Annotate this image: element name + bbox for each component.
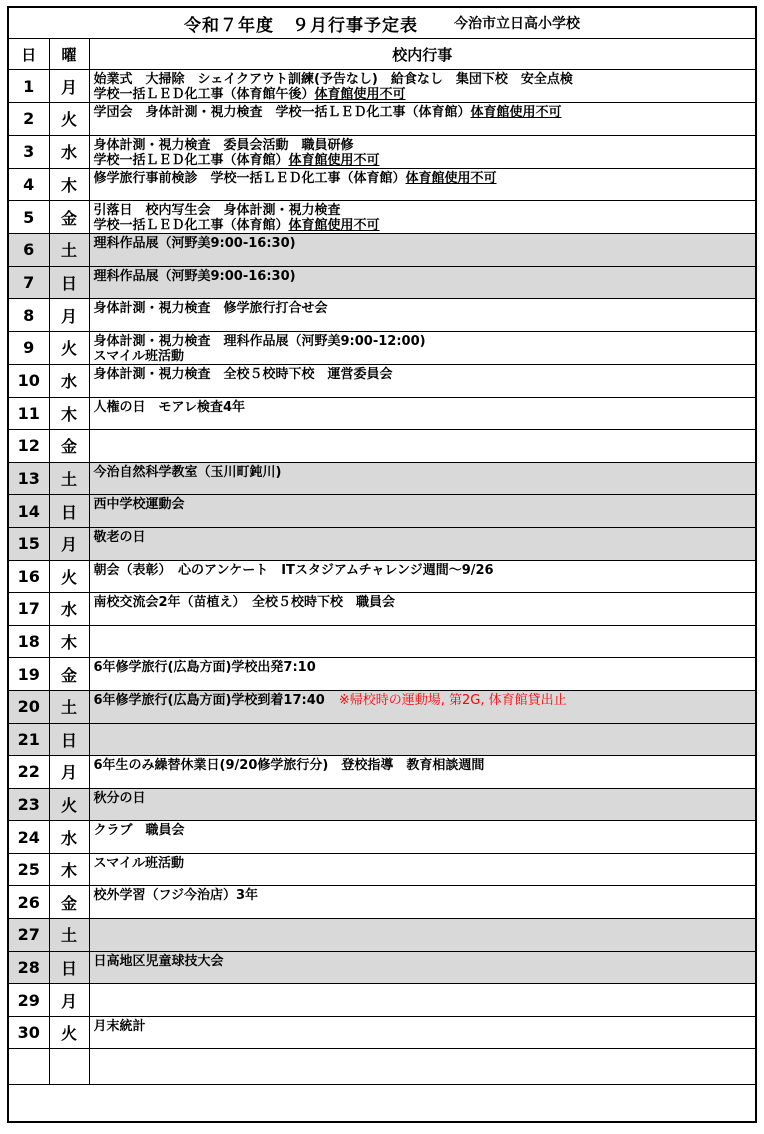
table-row xyxy=(9,984,755,1017)
weekday-cell: 木 xyxy=(49,853,89,886)
event-line xyxy=(94,530,756,545)
table-row xyxy=(9,853,755,886)
day-cell: 29 xyxy=(9,984,49,1017)
event-text: 引落日 校内写生会 身体計測・視力検査 xyxy=(93,203,341,219)
schedule-table xyxy=(9,39,755,1085)
event-text: 身体計測・視力検査 理科作品展（河野美9:00-12:00) xyxy=(93,333,426,349)
event-text: スマイル班活動 xyxy=(93,348,184,364)
day-cell: 24 xyxy=(9,821,49,854)
blank-row xyxy=(9,1049,755,1085)
event-text: 身体計測・視力検査 全校５校時下校 運営委員会 xyxy=(93,366,393,382)
event-line xyxy=(94,87,756,102)
weekday-cell: 土 xyxy=(49,462,89,495)
weekday-cell: 月 xyxy=(49,527,89,560)
column-header-events: 校内行事 xyxy=(89,39,755,70)
event-line xyxy=(94,203,756,218)
table-row xyxy=(9,560,755,593)
event-line xyxy=(94,367,756,382)
blank-events-cell xyxy=(89,1049,755,1085)
events-cell xyxy=(89,135,755,168)
table-row xyxy=(9,886,755,919)
event-line xyxy=(94,400,756,415)
event-line xyxy=(94,465,756,480)
gym-closed-text: 体育館使用不可 xyxy=(470,105,562,120)
event-text: 南校交流会2年（苗植え） 全校５校時下校 職員会 xyxy=(93,595,396,611)
table-row xyxy=(9,527,755,560)
day-cell: 27 xyxy=(9,919,49,952)
events-cell xyxy=(89,690,755,723)
event-line xyxy=(94,856,756,871)
table-row xyxy=(9,234,755,267)
event-text: 学団会 身体計測・視力検査 学校一括ＬＥＤ化工事（体育館） xyxy=(93,105,471,120)
events-cell xyxy=(89,201,755,234)
event-line xyxy=(94,171,756,186)
table-row xyxy=(9,331,755,364)
event-line xyxy=(94,218,756,233)
weekday-cell: 土 xyxy=(49,690,89,723)
title-bar xyxy=(9,8,755,39)
table-row xyxy=(9,168,755,201)
table-row xyxy=(9,462,755,495)
gym-closed-text: 体育館使用不可 xyxy=(288,152,380,168)
table-row xyxy=(9,690,755,723)
events-cell xyxy=(89,168,755,201)
weekday-cell: 月 xyxy=(49,756,89,789)
events-cell xyxy=(89,658,755,691)
event-text: クラブ 職員会 xyxy=(93,823,185,839)
event-text: 身体計測・視力検査 修学旅行打合せ会 xyxy=(93,301,328,317)
day-cell: 10 xyxy=(9,364,49,397)
day-cell: 8 xyxy=(9,299,49,332)
page-title: 令和７年度 ９月行事予定表 xyxy=(184,15,418,36)
events-cell xyxy=(89,299,755,332)
day-cell: 25 xyxy=(9,853,49,886)
table-row xyxy=(9,821,755,854)
events-cell xyxy=(89,984,755,1017)
weekday-cell: 火 xyxy=(49,788,89,821)
events-cell xyxy=(89,788,755,821)
weekday-cell: 水 xyxy=(49,364,89,397)
day-cell: 14 xyxy=(9,495,49,528)
table-row xyxy=(9,364,755,397)
weekday-cell: 金 xyxy=(49,658,89,691)
event-text: 6年修学旅行(広島方面)学校到着17:40 xyxy=(93,692,325,708)
table-row xyxy=(9,397,755,430)
school-name: 今治市立日高小学校 xyxy=(454,16,580,32)
event-text: 学校一括ＬＥＤ化工事（体育館） xyxy=(93,152,289,168)
events-cell xyxy=(89,495,755,528)
weekday-cell: 木 xyxy=(49,397,89,430)
weekday-cell: 火 xyxy=(49,103,89,136)
weekday-cell: 木 xyxy=(49,625,89,658)
weekday-cell: 金 xyxy=(49,430,89,463)
event-line xyxy=(94,888,756,903)
day-cell: 17 xyxy=(9,593,49,626)
weekday-cell: 火 xyxy=(49,331,89,364)
weekday-cell: 月 xyxy=(49,984,89,1017)
table-row xyxy=(9,70,755,103)
events-cell xyxy=(89,951,755,984)
event-text: 6年生のみ繰替休業日(9/20修学旅行分) 登校指導 教育相談週間 xyxy=(93,758,485,774)
table-row xyxy=(9,135,755,168)
event-text: 学校一括ＬＥＤ化工事（体育館） xyxy=(93,218,289,234)
event-text: 修学旅行事前検診 学校一括ＬＥＤ化工事（体育館） xyxy=(93,170,406,186)
weekday-cell: 月 xyxy=(49,299,89,332)
day-cell: 21 xyxy=(9,723,49,756)
weekday-cell: 金 xyxy=(49,886,89,919)
table-row xyxy=(9,788,755,821)
weekday-cell: 日 xyxy=(49,266,89,299)
day-cell: 22 xyxy=(9,756,49,789)
events-cell xyxy=(89,560,755,593)
day-cell: 11 xyxy=(9,397,49,430)
day-cell: 28 xyxy=(9,951,49,984)
table-row xyxy=(9,430,755,463)
day-cell: 9 xyxy=(9,331,49,364)
events-cell xyxy=(89,625,755,658)
events-cell xyxy=(89,886,755,919)
event-line xyxy=(94,153,756,168)
weekday-cell: 土 xyxy=(49,919,89,952)
day-cell: 5 xyxy=(9,201,49,234)
event-line xyxy=(94,138,756,153)
event-text: 理科作品展（河野美9:00-16:30) xyxy=(93,236,296,252)
events-cell xyxy=(89,462,755,495)
event-text: 校外学習（フジ今治店）3年 xyxy=(93,888,259,904)
event-line xyxy=(94,269,756,284)
event-line xyxy=(94,105,756,120)
events-cell xyxy=(89,756,755,789)
day-cell: 23 xyxy=(9,788,49,821)
header-row xyxy=(9,39,755,70)
event-line xyxy=(94,954,756,969)
day-cell: 7 xyxy=(9,266,49,299)
events-cell xyxy=(89,593,755,626)
weekday-cell: 月 xyxy=(49,70,89,103)
blank-day-cell xyxy=(9,1049,49,1085)
events-cell xyxy=(89,331,755,364)
events-cell xyxy=(89,70,755,103)
weekday-cell: 木 xyxy=(49,168,89,201)
day-cell: 30 xyxy=(9,1016,49,1049)
day-cell: 20 xyxy=(9,690,49,723)
event-line xyxy=(94,758,756,773)
events-cell xyxy=(89,527,755,560)
table-row xyxy=(9,299,755,332)
event-text: スマイル班活動 xyxy=(93,855,184,871)
day-cell: 19 xyxy=(9,658,49,691)
table-row xyxy=(9,919,755,952)
weekday-cell: 日 xyxy=(49,495,89,528)
weekday-cell: 水 xyxy=(49,821,89,854)
event-text: 日高地区児童球技大会 xyxy=(93,953,224,969)
weekday-cell: 土 xyxy=(49,234,89,267)
event-text: 秋分の日 xyxy=(93,790,146,806)
table-row xyxy=(9,756,755,789)
table-row xyxy=(9,495,755,528)
event-text: 理科作品展（河野美9:00-16:30) xyxy=(93,268,296,284)
event-text: 月末統計 xyxy=(93,1018,146,1034)
day-cell: 2 xyxy=(9,103,49,136)
event-line xyxy=(94,334,756,349)
weekday-cell: 日 xyxy=(49,951,89,984)
events-cell xyxy=(89,103,755,136)
weekday-cell: 金 xyxy=(49,201,89,234)
column-header-weekday: 曜 xyxy=(49,39,89,70)
day-cell: 16 xyxy=(9,560,49,593)
day-cell: 18 xyxy=(9,625,49,658)
table-row xyxy=(9,593,755,626)
table-row xyxy=(9,951,755,984)
events-cell xyxy=(89,430,755,463)
day-cell: 12 xyxy=(9,430,49,463)
weekday-cell: 火 xyxy=(49,560,89,593)
events-cell xyxy=(89,266,755,299)
event-line xyxy=(94,349,756,364)
events-cell xyxy=(89,919,755,952)
event-line xyxy=(94,693,756,708)
event-text: 朝会（表彰） 心のアンケート ITスタジアムチャレンジ週間～9/26 xyxy=(93,562,494,578)
day-cell: 6 xyxy=(9,234,49,267)
blank-weekday-cell xyxy=(49,1049,89,1085)
gym-closed-text: 体育館使用不可 xyxy=(314,87,406,102)
events-cell xyxy=(89,1016,755,1049)
table-row xyxy=(9,625,755,658)
event-text: 敬老の日 xyxy=(93,529,146,545)
events-cell xyxy=(89,853,755,886)
event-line xyxy=(94,236,756,251)
event-line xyxy=(94,72,756,87)
column-header-day: 日 xyxy=(9,39,49,70)
schedule-sheet xyxy=(7,6,757,1123)
event-line xyxy=(94,660,756,675)
event-line xyxy=(94,595,756,610)
weekday-cell: 火 xyxy=(49,1016,89,1049)
event-line xyxy=(94,301,756,316)
day-cell: 4 xyxy=(9,168,49,201)
weekday-cell: 日 xyxy=(49,723,89,756)
events-cell xyxy=(89,723,755,756)
gym-closed-text: 体育館使用不可 xyxy=(288,218,380,234)
day-cell: 3 xyxy=(9,135,49,168)
table-row xyxy=(9,658,755,691)
event-line xyxy=(94,563,756,578)
event-line xyxy=(94,823,756,838)
gym-closed-text: 体育館使用不可 xyxy=(405,170,497,186)
event-line xyxy=(94,497,756,512)
event-line xyxy=(94,791,756,806)
day-cell: 26 xyxy=(9,886,49,919)
events-cell xyxy=(89,234,755,267)
day-cell: 1 xyxy=(9,70,49,103)
table-row xyxy=(9,723,755,756)
table-row xyxy=(9,1016,755,1049)
weekday-cell: 水 xyxy=(49,593,89,626)
events-cell xyxy=(89,364,755,397)
day-cell: 13 xyxy=(9,462,49,495)
weekday-cell: 水 xyxy=(49,135,89,168)
events-cell xyxy=(89,397,755,430)
event-text: 人権の日 モアレ検査4年 xyxy=(93,399,246,415)
table-row xyxy=(9,103,755,136)
day-cell: 15 xyxy=(9,527,49,560)
event-text: 6年修学旅行(広島方面)学校出発7:10 xyxy=(93,660,316,676)
table-row xyxy=(9,266,755,299)
event-text: 身体計測・視力検査 委員会活動 職員研修 xyxy=(93,137,354,153)
event-line xyxy=(94,1019,756,1034)
event-text: 始業式 大掃除 シェイクアウト訓練(予告なし) 給食なし 集団下校 安全点検 xyxy=(93,72,573,87)
event-text: 今治自然科学教室（玉川町鈍川) xyxy=(93,464,282,480)
event-text: 西中学校運動会 xyxy=(93,497,185,513)
events-cell xyxy=(89,821,755,854)
notice-text: ※帰校時の運動場, 第2G, 体育館貸出止 xyxy=(338,692,567,708)
table-row xyxy=(9,201,755,234)
event-text: 学校一括ＬＥＤ化工事（体育館午後） xyxy=(93,87,315,102)
